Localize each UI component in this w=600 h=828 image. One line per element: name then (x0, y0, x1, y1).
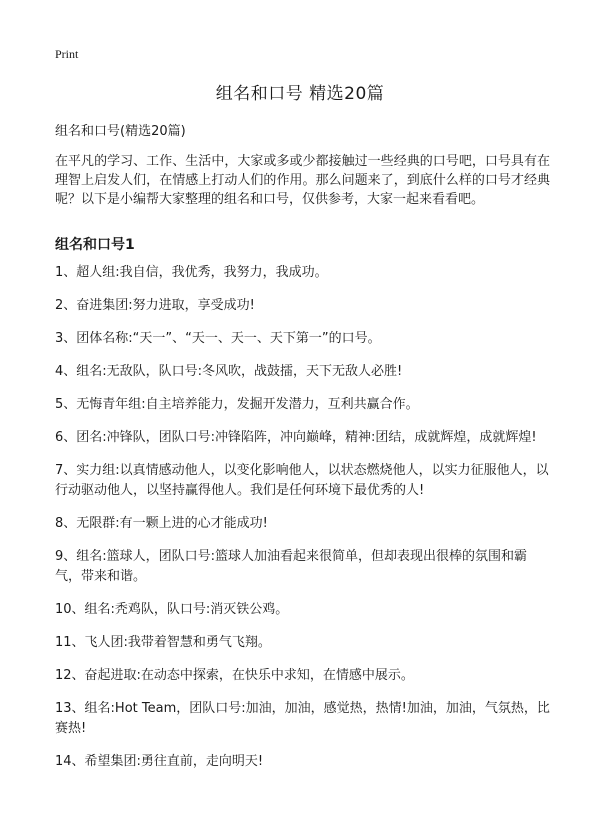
document-subtitle: 组名和口号(精选20篇) (55, 124, 186, 139)
list-item: 9、组名:篮球人，团队口号:篮球人加油看起来很简单，但却表现出很棒的氛围和霸气，带来和谐。 (55, 549, 528, 584)
list-item: 8、无限群:有一颗上进的心才能成功! (55, 516, 268, 531)
slogan-list (55, 263, 550, 785)
page-title: 组名和口号 精选20篇 (215, 84, 385, 104)
list-item: 10、组名:秃鸡队，队口号:消灭铁公鸡。 (55, 602, 289, 617)
list-item: 11、飞人团:我带着智慧和勇气飞翔。 (55, 635, 271, 650)
intro-paragraph: 在平凡的学习、工作、生活中，大家或多或少都接触过一些经典的口号吧，口号具有在理智上启发人们，在情感上打动人们的作用。那么问题来了，到底什么样的口号才经典呢？以下是小编帮大家整理的组名和口号，仅供参考，大家一起来看看吧。 (55, 154, 550, 207)
list-item: 13、组名:Hot Team，团队口号:加油，加油，感觉热，热情!加油，加油，气氛热，比赛热! (55, 701, 550, 736)
list-item: 6、团名:冲锋队，团队口号:冲锋陷阵，冲向巅峰，精神:团结，成就辉煌，成就辉煌! (55, 430, 537, 445)
list-item: 12、奋起进取:在动态中探索，在快乐中求知，在情感中展示。 (55, 668, 414, 683)
list-item: 5、无悔青年组:自主培养能力，发掘开发潜力，互利共赢合作。 (55, 397, 419, 412)
list-item: 7、实力组:以真情感动他人，以变化影响他人，以状态燃烧他人，以实力征服他人，以行动驱动他人，以坚持赢得他人。我们是任何环境下最优秀的人! (55, 463, 549, 498)
list-item: 4、组名:无敌队，队口号:冬风吹，战鼓擂，天下无敌人必胜! (55, 364, 403, 379)
print-link[interactable]: Print (55, 47, 79, 61)
list-item: 2、奋进集团:努力进取，享受成功! (55, 298, 255, 313)
list-item: 14、希望集团:勇往直前，走向明天! (55, 754, 264, 769)
list-item: 1、超人组:我自信，我优秀，我努力，我成功。 (55, 265, 328, 280)
list-item: 3、团体名称:“天一”、“天一、天一、天下第一”的口号。 (55, 331, 381, 346)
section-heading: 组名和口号1 (55, 237, 135, 253)
